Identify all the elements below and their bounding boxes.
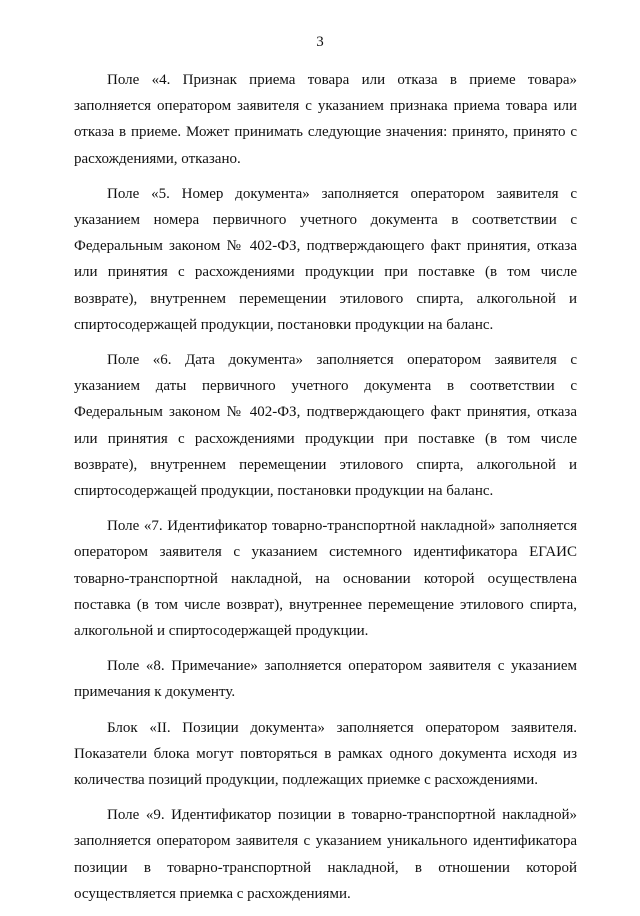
paragraph-field-6: Поле «6. Дата документа» заполняется оператором заявителя с указанием даты первичного учетного документа в соответствии с Федеральным законом № 402-ФЗ, подтверждающего факт принятия, отказа или принятия с расхождениями продукции при поставке (в том числе возврате), внутреннем перемещении этилового спирта, алкогольной и спиртосодержащей продукции, постановки продукции на баланс.	[74, 352, 577, 500]
paragraph-block-2: Блок «II. Позиции документа» заполняется оператором заявителя. Показатели блока могут повторяться в рамках одного документа исходя из количества позиций продукции, подлежащих приемке с расхождениями.	[74, 719, 577, 789]
paragraph-field-5: Поле «5. Номер документа» заполняется оператором заявителя с указанием номера первичного учетного документа в соответствии с Федеральным законом № 402-ФЗ, подтверждающего факт принятия, отказа или принятия с расхождениями продукции при поставке (в том числе возврате), внутреннем перемещении этилового спирта, алкогольной и спиртосодержащей продукции, постановки продукции на баланс.	[74, 185, 577, 333]
paragraph-field-7: Поле «7. Идентификатор товарно-транспортной накладной» заполняется оператором заявителя с указанием системного идентификатора ЕГАИС товарно-транспортной накладной, на основании которой осуществлена поставка (в том числе возврат), внутреннее перемещение этилового спирта, алкогольной и спиртосодержащей продукции.	[74, 518, 577, 640]
document-body	[74, 67, 577, 916]
page-number: 3	[316, 34, 324, 50]
paragraph-field-4: Поле «4. Признак приема товара или отказа в приеме товара» заполняется оператором заявителя с указанием признака приема товара или отказа в приеме. Может принимать следующие значения: принято, принято с расхождениями, отказано.	[74, 72, 577, 167]
paragraph-field-8: Поле «8. Примечание» заполняется оператором заявителя с указанием примечания к документу.	[74, 658, 577, 701]
paragraph-field-9: Поле «9. Идентификатор позиции в товарно-транспортной накладной» заполняется оператором заявителя с указанием уникального идентификатора позиции в товарно-транспортной накладной, в отношении которой осуществляется приемка с расхождениями.	[74, 807, 577, 902]
